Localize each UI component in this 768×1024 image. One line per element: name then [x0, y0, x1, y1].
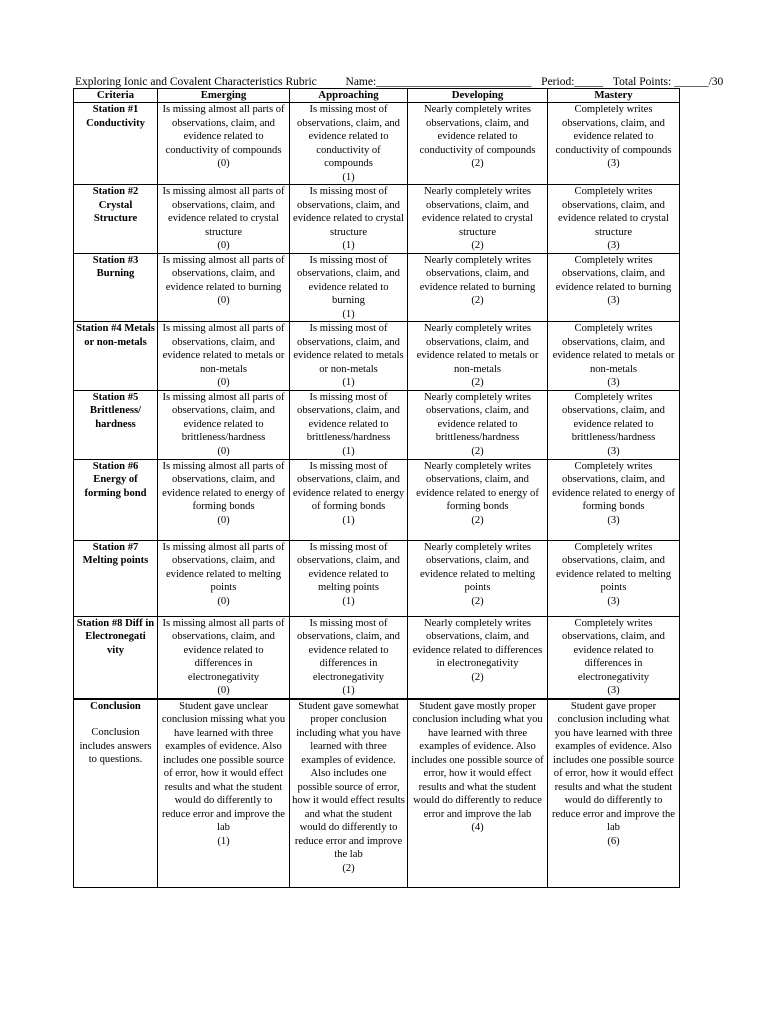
approaching-cell: [290, 459, 408, 540]
developing-cell: [408, 540, 548, 616]
descriptor-text: Completely writes observations, claim, and evidence related to differences in electronegativity: [562, 617, 665, 683]
rubric-row: [74, 185, 680, 254]
criteria-cell: [74, 540, 158, 616]
name-field-label: Name:___________________________: [345, 76, 532, 88]
score-value: (1): [342, 445, 355, 457]
descriptor-text: Completely writes observations, claim, and evidence related to crystal structure: [558, 186, 669, 238]
score-value: (0): [217, 595, 230, 607]
descriptor-text: Is missing almost all parts of observations, claim, and evidence related to brittleness/hardness: [162, 391, 285, 443]
score-value: (6): [607, 835, 620, 847]
score-value: (3): [607, 595, 620, 607]
score-value: (2): [471, 295, 484, 306]
score-value: (3): [607, 295, 620, 306]
approaching-cell: [290, 103, 408, 185]
score-value: (1): [342, 240, 355, 251]
score-value: (0): [217, 514, 230, 526]
rubric-title: Exploring Ionic and Covalent Characteristics Rubric: [75, 76, 317, 88]
descriptor-text: Student gave unclear conclusion missing what you have learned with three examples of evidence. Also includes one possible source of error, how it would effect results and what the student would do differently to reduce error and improve the lab: [161, 700, 286, 833]
developing-cell: [408, 103, 548, 185]
score-value: (1): [342, 171, 355, 183]
criteria-cell: [74, 390, 158, 459]
descriptor-text: Is missing almost all parts of observations, claim, and evidence related to conductivity of compounds: [162, 104, 285, 156]
approaching-cell: [290, 540, 408, 616]
period-field-label: Period:_____: [541, 76, 604, 88]
score-value: (3): [607, 377, 620, 388]
descriptor-text: Completely writes observations, claim, and evidence related to brittleness/hardness: [562, 391, 665, 443]
descriptor-text: Is missing almost all parts of observations, claim, and evidence related to crystal structure: [162, 186, 285, 238]
mastery-cell: [548, 699, 680, 888]
approaching-cell: [290, 185, 408, 254]
mastery-cell: [548, 185, 680, 254]
emerging-cell: [158, 322, 290, 391]
score-value: (2): [471, 445, 484, 457]
col-header-approaching: Approaching: [290, 89, 408, 103]
criteria-label: Station #8 Diff in Electronegati vity: [76, 617, 155, 656]
descriptor-text: Is missing most of observations, claim, and evidence related to brittleness/hardness: [297, 391, 400, 443]
col-header-developing: Developing: [408, 89, 548, 103]
developing-cell: [408, 616, 548, 699]
descriptor-text: Completely writes observations, claim, and evidence related to melting points: [555, 541, 671, 593]
mastery-cell: [548, 540, 680, 616]
descriptor-text: Student gave proper conclusion including what you have learned with three examples of evidence. Also includes one possible source of error, how it would effect results and what the student would do differently to reduce error and improve the lab: [552, 700, 675, 833]
descriptor-text: Nearly completely writes observations, claim, and evidence related to melting points: [419, 541, 535, 593]
emerging-cell: [158, 185, 290, 254]
rubric-row: [74, 616, 680, 699]
rubric-row: [74, 459, 680, 540]
descriptor-text: Is missing almost all parts of observations, claim, and evidence related to differences in electronegativity: [162, 617, 285, 683]
score-value: (0): [217, 445, 230, 457]
score-value: (1): [342, 595, 355, 607]
approaching-cell: [290, 390, 408, 459]
score-value: (1): [342, 514, 355, 526]
rubric-body: [74, 103, 680, 888]
developing-cell: [408, 390, 548, 459]
emerging-cell: [158, 390, 290, 459]
descriptor-text: Is missing most of observations, claim, and evidence related to conductivity of compounds: [297, 104, 400, 169]
score-value: (3): [607, 514, 620, 526]
descriptor-text: Is missing almost all parts of observations, claim, and evidence related to melting points: [162, 541, 285, 593]
approaching-cell: [290, 322, 408, 391]
mastery-cell: [548, 103, 680, 185]
score-value: (0): [217, 295, 230, 306]
total-points-label: Total Points: ______/30: [612, 76, 724, 88]
descriptor-text: Is missing most of observations, claim, and evidence related to melting points: [297, 541, 400, 593]
score-value: (3): [607, 445, 620, 457]
header-row: [74, 89, 680, 103]
descriptor-text: Is missing most of observations, claim, and evidence related to burning: [297, 254, 400, 306]
descriptor-text: Student gave mostly proper conclusion including what you have learned with three examples of evidence. Also includes one possible source of error, how it would effect results and what the student would do differently to reduce error and improve the lab: [411, 700, 544, 820]
criteria-cell: [74, 322, 158, 391]
descriptor-text: Is missing almost all parts of observations, claim, and evidence related to burning: [162, 254, 285, 293]
score-value: (0): [217, 377, 230, 388]
score-value: (2): [342, 862, 355, 874]
descriptor-text: Nearly completely writes observations, claim, and evidence related to crystal structure: [422, 186, 533, 238]
descriptor-text: Completely writes observations, claim, and evidence related to burning: [555, 254, 672, 293]
score-value: (1): [342, 685, 355, 696]
criteria-note: Conclusion includes answers to questions.: [79, 727, 152, 765]
criteria-label: Station #4 Metals or non-metals: [76, 323, 155, 348]
mastery-cell: [548, 322, 680, 391]
descriptor-text: Completely writes observations, claim, and evidence related to metals or non-metals: [552, 323, 675, 375]
descriptor-text: Student gave somewhat proper conclusion including what you have learned with three examples of evidence. Also includes one possible source of error, how it would effect results and what the student would do differently to reduce error and improve the lab: [292, 700, 405, 860]
mastery-cell: [548, 459, 680, 540]
criteria-cell: [74, 459, 158, 540]
emerging-cell: [158, 616, 290, 699]
descriptor-text: Nearly completely writes observations, claim, and evidence related to conductivity of compounds: [419, 104, 536, 156]
emerging-cell: [158, 253, 290, 322]
rubric-header: [75, 75, 724, 89]
descriptor-text: Completely writes observations, claim, and evidence related to conductivity of compounds: [555, 104, 672, 156]
rubric-row: [74, 540, 680, 616]
score-value: (3): [607, 158, 620, 169]
approaching-cell: [290, 699, 408, 888]
score-value: (0): [217, 685, 230, 696]
score-value: (1): [342, 308, 355, 320]
developing-cell: [408, 253, 548, 322]
rubric-row: [74, 253, 680, 322]
col-header-emerging: Emerging: [158, 89, 290, 103]
score-value: (0): [217, 158, 230, 169]
rubric-row: [74, 390, 680, 459]
rubric-table: [73, 88, 680, 888]
descriptor-text: Is missing most of observations, claim, and evidence related to metals or non-metals: [293, 323, 404, 375]
approaching-cell: [290, 616, 408, 699]
developing-cell: [408, 185, 548, 254]
score-value: (2): [471, 158, 484, 169]
score-value: (2): [471, 595, 484, 607]
emerging-cell: [158, 699, 290, 888]
descriptor-text: Nearly completely writes observations, claim, and evidence related to energy of forming bonds: [416, 460, 539, 512]
criteria-cell: [74, 253, 158, 322]
col-header-mastery: Mastery: [548, 89, 680, 103]
mastery-cell: [548, 616, 680, 699]
score-value: (1): [217, 835, 230, 847]
score-value: (2): [471, 377, 484, 388]
descriptor-text: Is missing most of observations, claim, and evidence related to energy of forming bonds: [292, 460, 405, 512]
score-value: (2): [471, 671, 484, 683]
score-value: (2): [471, 240, 484, 251]
rubric-row: [74, 322, 680, 391]
criteria-cell: [74, 103, 158, 185]
descriptor-text: Is missing almost all parts of observations, claim, and evidence related to energy of forming bonds: [162, 460, 285, 512]
emerging-cell: [158, 459, 290, 540]
criteria-cell: [74, 699, 158, 888]
score-value: (3): [607, 240, 620, 251]
criteria-label: Station #5 Brittleness/ hardness: [89, 391, 142, 430]
col-header-criteria: Criteria: [74, 89, 158, 103]
mastery-cell: [548, 390, 680, 459]
score-value: (4): [471, 822, 484, 833]
score-value: (3): [607, 685, 620, 696]
rubric-row: [74, 699, 680, 888]
score-value: (2): [471, 514, 484, 526]
criteria-label: Station #7 Melting points: [82, 541, 149, 566]
score-value: (0): [217, 240, 230, 251]
descriptor-text: Is missing most of observations, claim, and evidence related to differences in electronegativity: [297, 617, 400, 683]
descriptor-text: Is missing most of observations, claim, and evidence related to crystal structure: [293, 186, 404, 238]
criteria-label: Station #2 Crystal Structure: [92, 186, 139, 224]
criteria-cell: [74, 616, 158, 699]
descriptor-text: Is missing almost all parts of observations, claim, and evidence related to metals or non-metals: [162, 323, 285, 375]
criteria-label: Station #6 Energy of forming bond: [84, 460, 147, 499]
emerging-cell: [158, 540, 290, 616]
rubric-row: [74, 103, 680, 185]
approaching-cell: [290, 253, 408, 322]
mastery-cell: [548, 253, 680, 322]
criteria-label: Conclusion: [90, 700, 141, 712]
descriptor-text: Nearly completely writes observations, claim, and evidence related to differences in electronegativity: [412, 617, 543, 669]
criteria-label: Station #3 Burning: [92, 254, 139, 279]
descriptor-text: Nearly completely writes observations, claim, and evidence related to metals or non-metals: [416, 323, 539, 375]
criteria-cell: [74, 185, 158, 254]
emerging-cell: [158, 103, 290, 185]
criteria-label: Station #1 Conductivity: [86, 104, 145, 129]
descriptor-text: Completely writes observations, claim, and evidence related to energy of forming bonds: [552, 460, 675, 512]
developing-cell: [408, 459, 548, 540]
developing-cell: [408, 322, 548, 391]
descriptor-text: Nearly completely writes observations, claim, and evidence related to burning: [419, 254, 536, 293]
developing-cell: [408, 699, 548, 888]
score-value: (1): [342, 377, 355, 388]
descriptor-text: Nearly completely writes observations, claim, and evidence related to brittleness/hardness: [423, 391, 532, 443]
